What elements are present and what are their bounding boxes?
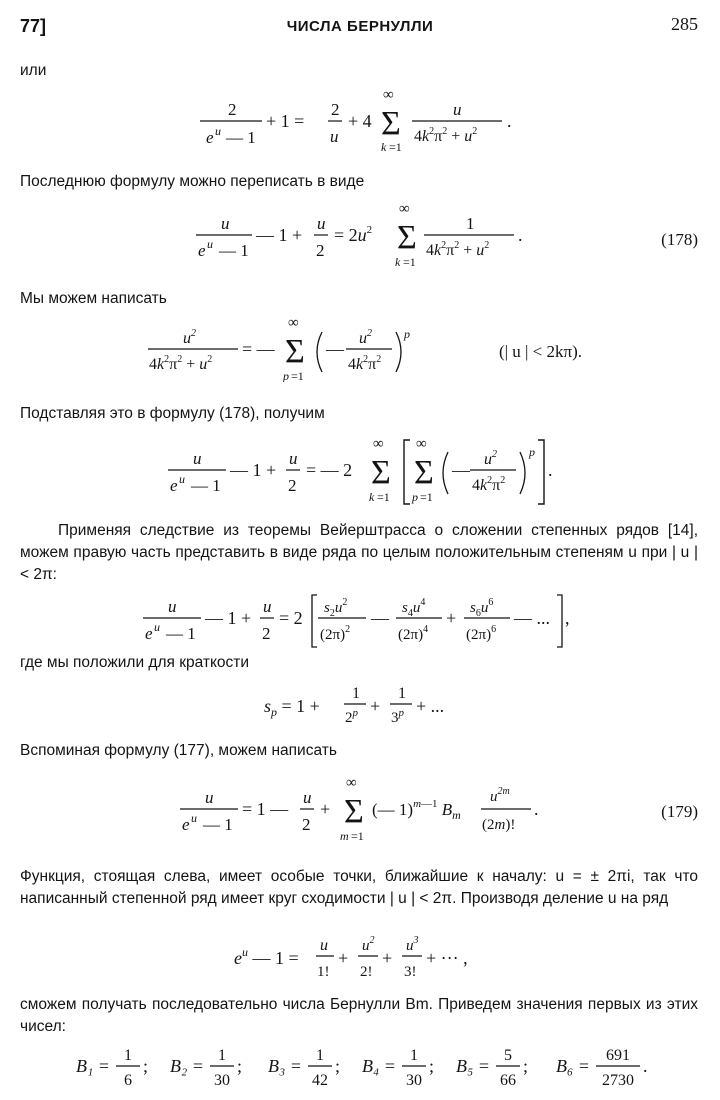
- svg-text:k: k: [395, 255, 401, 268]
- convergence-condition: (| u | < 2kπ).: [498, 342, 582, 361]
- svg-text:Σ: Σ: [371, 454, 391, 491]
- svg-text:e: e: [170, 476, 178, 495]
- bernoulli-values-svg: [0, 1040, 720, 1098]
- bernoulli-values-row: [0, 1040, 720, 1100]
- svg-text:2: 2: [331, 100, 340, 119]
- paragraph-or: или: [20, 62, 47, 79]
- svg-text:∞: ∞: [346, 775, 357, 791]
- svg-text:∞: ∞: [383, 87, 394, 103]
- separator: ;: [143, 1056, 149, 1076]
- svg-text:2!: 2!: [360, 964, 373, 980]
- svg-text:+ 4: + 4: [348, 111, 372, 131]
- equation-178: [0, 198, 720, 268]
- svg-text:— 1 +: — 1 +: [256, 225, 303, 245]
- svg-text:u: u: [330, 127, 339, 146]
- separator: ;: [237, 1056, 243, 1076]
- svg-text:∞: ∞: [373, 436, 384, 452]
- svg-text:s4u4: $s_4u^4$: [402, 597, 426, 619]
- svg-text:.: .: [548, 460, 553, 480]
- svg-text:.: .: [534, 799, 539, 819]
- svg-text:e: e: [198, 241, 206, 260]
- svg-text:u: u: [215, 124, 221, 138]
- svg-text:— 1: — 1: [226, 128, 256, 147]
- svg-text:— 1: — 1: [203, 815, 233, 834]
- bernoulli-name: B₄ =: [362, 1056, 396, 1076]
- bernoulli-denominator: 6: [124, 1072, 132, 1089]
- svg-text:u: u: [207, 237, 213, 251]
- bernoulli-denominator: 30: [214, 1072, 230, 1089]
- svg-text:2: 2: [262, 624, 271, 643]
- svg-text:Σ: Σ: [285, 333, 305, 370]
- svg-text:— 1 +: — 1 +: [205, 608, 252, 628]
- svg-text:+ ...: + ...: [416, 696, 445, 716]
- separator: .: [643, 1056, 648, 1076]
- svg-text:1: 1: [466, 214, 475, 233]
- svg-text:,: ,: [565, 608, 570, 628]
- bernoulli-denominator: 66: [500, 1072, 516, 1089]
- svg-text:e: e: [182, 815, 190, 834]
- svg-text:p: p: [412, 490, 418, 504]
- svg-text:p: p: [529, 445, 535, 459]
- svg-text:u2: $u^2$: [183, 328, 196, 347]
- bernoulli-name: B₂ =: [170, 1056, 204, 1076]
- svg-text:e: e: [145, 624, 153, 643]
- svg-text:u2: $u^2$: [362, 935, 375, 954]
- bernoulli-numerator: 1: [218, 1047, 226, 1064]
- paragraph-rewrite: Последнюю формулу можно переписать в виде: [20, 173, 365, 190]
- svg-text:1: 1: [398, 685, 406, 702]
- svg-text:u: u: [154, 620, 160, 634]
- bernoulli-numerator: 1: [410, 1047, 418, 1064]
- svg-text:u: u: [168, 597, 177, 616]
- svg-text:(2π)4: $(2\pi)^4$: [398, 624, 429, 643]
- svg-text:4k2π2 + u2: $4k^2\pi^2 + u^2$: [426, 240, 490, 259]
- svg-text:u: u: [317, 214, 326, 233]
- svg-text:2p: 2$^p$: [345, 707, 358, 726]
- svg-text:=1: =1: [377, 490, 390, 504]
- equation-4: [0, 430, 720, 510]
- svg-text:— 1: — 1: [219, 241, 249, 260]
- svg-text:—: —: [452, 460, 470, 480]
- svg-text:=1: =1: [351, 829, 364, 843]
- svg-text:u: u: [453, 100, 462, 119]
- bernoulli-numerator: 1: [124, 1047, 132, 1064]
- svg-text:(— 1)m—1 Bm: (— 1)$^m$—1 $B_m$: [372, 798, 461, 822]
- svg-text:p: p: [283, 369, 289, 382]
- svg-text:+: +: [320, 799, 331, 819]
- bernoulli-name: B₁ =: [76, 1056, 110, 1076]
- svg-text:+ 1 =: + 1 =: [266, 111, 305, 131]
- equation-1: [0, 85, 720, 155]
- svg-text:—: —: [326, 339, 344, 359]
- svg-text:= 2u2: = $2u^2$: [334, 224, 373, 245]
- paragraph-singular-points: Функция, стоящая слева, имеет особые точки, ближайшие к началу: u = ± 2πi, так что написанный степенной ряд имеет круг сходимости | u | < 2π. Производя деление u на ряд: [20, 868, 698, 907]
- svg-text:s2u2: $s_2u^2$: [324, 597, 348, 619]
- equation-5: [0, 583, 720, 653]
- svg-text:— ...: — ...: [514, 608, 550, 628]
- svg-text:— 1: — 1: [166, 624, 196, 643]
- bernoulli-name: B₆ =: [556, 1056, 590, 1076]
- separator: ;: [335, 1056, 341, 1076]
- svg-text:4k2π2: $4k^2\pi^2$: [472, 475, 506, 494]
- svg-text:e: e: [206, 128, 214, 147]
- svg-text:.: .: [518, 225, 523, 245]
- svg-text:2: 2: [302, 815, 311, 834]
- bernoulli-name: B₅ =: [456, 1056, 490, 1076]
- svg-text:= —: = —: [242, 339, 275, 359]
- svg-text:=1: =1: [403, 255, 416, 268]
- paragraph-substituting: Подставляя это в формулу (178), получим: [20, 405, 325, 422]
- svg-text:3!: 3!: [404, 964, 417, 980]
- svg-text:m: m: [340, 829, 349, 843]
- paragraph-bernoulli-values: сможем получать последовательно числа Бернулли Bm. Приведем значения первых из этих чисел:: [20, 996, 698, 1035]
- svg-text:(2π)2: $(2\pi)^2$: [320, 624, 351, 643]
- svg-text:4k2π2: $4k^2\pi^2$: [348, 354, 382, 373]
- svg-text:u: u: [303, 788, 312, 807]
- bernoulli-numerator: 5: [504, 1047, 512, 1064]
- equation-number-178: (178): [661, 230, 698, 249]
- svg-text:4k2π2 + u2: $4k^2\pi^2 + u^2$: [414, 126, 478, 145]
- svg-text:u: u: [320, 937, 328, 954]
- svg-text:∞: ∞: [416, 436, 427, 452]
- svg-text:.: .: [507, 111, 512, 131]
- svg-text:2: 2: [288, 476, 297, 495]
- svg-text:= 2: = 2: [279, 608, 303, 628]
- bernoulli-numerator: 691: [606, 1047, 630, 1064]
- paragraph-weierstrass: Применяя следствие из теоремы Вейерштрасса о сложении степенных рядов [14], можем правую часть представить в виде ряда по целым положительным степеням u при | u | < 2π:: [20, 522, 698, 583]
- svg-text:— 1 +: — 1 +: [230, 460, 277, 480]
- svg-text:— 1: — 1: [191, 476, 221, 495]
- svg-text:∞: ∞: [288, 315, 299, 331]
- svg-text:Σ: Σ: [381, 105, 401, 142]
- svg-text:+: +: [446, 608, 457, 628]
- svg-text:u: u: [263, 597, 272, 616]
- svg-text:+: +: [382, 948, 393, 968]
- svg-text:+: +: [338, 948, 349, 968]
- svg-text:—: —: [371, 608, 389, 628]
- svg-text:(2π)6: $(2\pi)^6$: [466, 624, 497, 643]
- equation-179: [0, 768, 720, 848]
- svg-text:+ ··· ,: + ··· ,: [426, 948, 468, 968]
- separator: ;: [523, 1056, 529, 1076]
- bernoulli-denominator: 42: [312, 1072, 328, 1089]
- svg-text:u: u: [193, 449, 202, 468]
- bernoulli-denominator: 2730: [602, 1072, 634, 1089]
- svg-text:sp = 1 +: $s_p = 1$ +: [264, 696, 320, 719]
- svg-text:u: u: [191, 811, 197, 825]
- svg-text:Σ: Σ: [344, 793, 364, 830]
- svg-text:u: u: [221, 214, 230, 233]
- svg-text:1: 1: [352, 685, 360, 702]
- svg-text:k: k: [369, 490, 375, 504]
- svg-text:eu — 1 =: $e^u$ — 1 =: [234, 945, 299, 968]
- svg-text:Σ: Σ: [397, 219, 417, 256]
- svg-text:=1: =1: [291, 369, 304, 382]
- svg-text:3p: 3$^p$: [391, 707, 404, 726]
- separator: ;: [429, 1056, 435, 1076]
- svg-text:p: p: [404, 327, 410, 341]
- equation-exp-series: [0, 930, 720, 990]
- svg-text:4k2π2 + u2: $4k^2\pi^2 + u^2$: [149, 354, 213, 373]
- svg-text:= 1 —: = 1 —: [242, 799, 289, 819]
- paragraph-where: где мы положили для краткости: [20, 654, 250, 671]
- svg-text:u: u: [179, 472, 185, 486]
- bernoulli-name: B₃ =: [268, 1056, 302, 1076]
- svg-text:s6u6: $s_6u^6$: [470, 597, 494, 619]
- svg-text:u2m: $u^{2m}$: [490, 786, 510, 805]
- equation-number-179: (179): [661, 802, 698, 821]
- svg-text:1!: 1!: [317, 964, 330, 980]
- paragraph-recalling: Вспоминая формулу (177), можем написать: [20, 742, 337, 759]
- svg-text:k: k: [381, 140, 387, 154]
- svg-text:u2: $u^2$: [484, 449, 497, 468]
- svg-text:Σ: Σ: [414, 454, 434, 491]
- bernoulli-numerator: 1: [316, 1047, 324, 1064]
- svg-text:(2m)!: (2m)!: [482, 817, 516, 833]
- svg-text:=1: =1: [389, 140, 402, 154]
- running-title: ЧИСЛА БЕРНУЛЛИ: [286, 18, 434, 35]
- paragraph-we-can-write: Мы можем написать: [20, 290, 167, 307]
- section-number: 77]: [20, 16, 47, 36]
- svg-text:∞: ∞: [399, 201, 410, 217]
- svg-text:u2: $u^2$: [359, 328, 372, 347]
- equation-sp: [0, 676, 720, 731]
- svg-text:2: 2: [316, 241, 325, 260]
- svg-text:+: +: [370, 696, 381, 716]
- svg-text:=1: =1: [420, 490, 433, 504]
- svg-text:= — 2: = — 2: [306, 460, 353, 480]
- equation-3: [0, 312, 720, 382]
- svg-text:u: u: [289, 449, 298, 468]
- svg-text:2: 2: [228, 100, 237, 119]
- svg-text:u3: $u^3$: [406, 935, 419, 954]
- bernoulli-denominator: 30: [406, 1072, 422, 1089]
- page-number: 285: [671, 14, 698, 34]
- svg-text:u: u: [205, 788, 214, 807]
